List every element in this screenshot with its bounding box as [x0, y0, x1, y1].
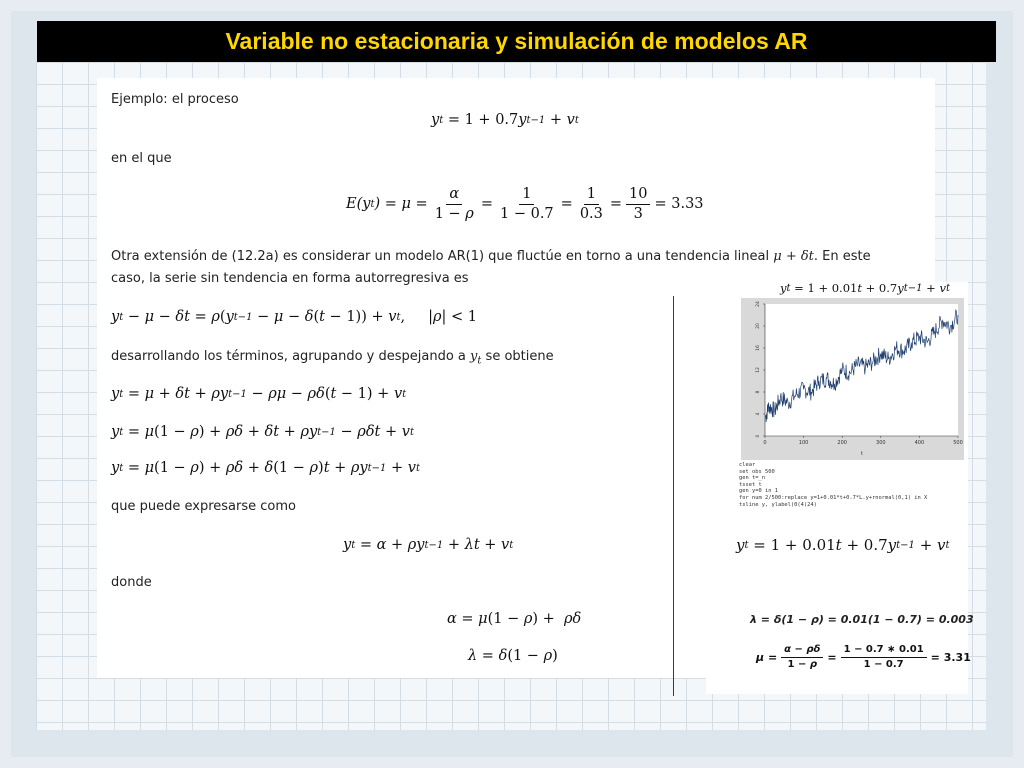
equation-expand-3: y t = μ (1 − ρ ) + ρδ + δ (1 − ρ ) t + ρy t−1 + v t: [111, 460, 420, 476]
equation-ar-process: y t = 1 + 0.7 y t−1 + v t: [431, 112, 579, 128]
desarrollando-part1: desarrollando los términos, agrupando y despejando a: [111, 349, 471, 364]
code-line: set obs 500: [739, 468, 775, 475]
intro-text: Ejemplo: el proceso: [111, 92, 239, 107]
divider-line: [673, 296, 674, 696]
code-line: clear: [739, 462, 756, 468]
stata-code: [739, 462, 927, 508]
time-series-chart: [741, 298, 964, 460]
x-tick-label: 200: [837, 440, 847, 446]
extension-text-part1: Otra extensión de (12.2a) es considerar un modelo AR(1) que fluctúe en torno a una tendencia lineal: [111, 249, 774, 264]
equation-reparam: y t = α + ρy t−1 + λt + v t: [343, 537, 514, 553]
puede-text: que puede expresarse como: [111, 499, 296, 514]
extension-text-part2: . En este: [813, 249, 871, 264]
x-tick-label: 400: [914, 440, 925, 446]
y-tick-label: 16: [756, 345, 761, 351]
equation-expected-value: E(y t ) = μ = $\frac{\alpha}{1 - \rho}$ = $\frac{1}{1 - 0.7}$ = $\frac{1}{0.3}$ = $\frac{10}{3}$ = 3.33: [346, 186, 704, 222]
code-line: tsline y, ylabel(0(4)24): [739, 501, 817, 508]
x-tick-label: 0: [763, 440, 767, 446]
slide-title: Variable no estacionaria y simulación de modelos AR: [225, 28, 808, 54]
y-tick-label: 24: [756, 301, 761, 307]
chart-frame: [741, 298, 964, 460]
x-tick-label: 300: [876, 440, 886, 446]
side-equation: y t = 1 + 0.01 t + 0.7 y t−1 + v t: [736, 536, 950, 554]
extension-text: [111, 249, 871, 264]
en-el-que-text: en el que: [111, 151, 172, 166]
equation-expand-2: y t = μ (1 − ρ ) + ρδ + δt + ρy t−1 − ρδt + v t: [111, 424, 414, 440]
y-tick-label: 4: [756, 412, 761, 416]
x-tick-label: 100: [798, 440, 809, 446]
plot-area: [765, 304, 958, 436]
x-tick-label: 500: [953, 440, 963, 446]
serie-text: caso, la serie sin tendencia en forma autorregresiva es: [111, 271, 469, 286]
desarrollando-part2: se obtiene: [481, 349, 554, 364]
equation-expand-1: y t = μ + δt + ρy t−1 − ρμ − ρδ ( t − 1) + v t: [111, 386, 407, 402]
x-axis-label: t: [861, 451, 863, 457]
equation-lambda: λ = δ (1 − ρ ): [468, 648, 558, 664]
desarrollando-text: [111, 349, 554, 367]
y-tick-label: 12: [756, 367, 761, 373]
equation-alpha: α = μ (1 − ρ ) + ρδ: [447, 611, 582, 627]
chart-equation: y t = 1 + 0.01 t + 0.7 y t−1 + v t: [780, 281, 950, 295]
title-bar: [37, 21, 996, 62]
y-tick-group: [755, 301, 765, 437]
trend-expression: μ + δt: [773, 249, 814, 264]
yt-inline: $y_t$: [470, 349, 482, 367]
lambda-result: λ = δ(1 − ρ) = 0.01(1 − 0.7) = 0.003: [750, 613, 974, 626]
y-tick-label: 0: [756, 434, 761, 438]
code-line: gen y=0 in 1: [739, 488, 778, 495]
equation-detrended: y t − μ − δt = ρ ( y t−1 − μ − δ ( t − 1)) + v t , | ρ | < 1: [111, 309, 478, 325]
mu-result-equation: μ = $\frac{\alpha - \rho\delta}{1 - \rho}$ = $\frac{1 - 0.7 ∗ 0.01}{1 - 0.7}$ = 3.31: [756, 644, 971, 670]
code-line: for num 2/500:replace y=1+0.01*t+0.7*L.y+rnormal(0,1) in X: [739, 494, 928, 501]
x-tick-group: [763, 436, 962, 446]
code-line: gen t=_n: [739, 475, 765, 482]
y-tick-label: 20: [756, 323, 761, 329]
donde-text: donde: [111, 575, 152, 590]
mu-result-value: = 3.31: [930, 650, 971, 664]
code-line: tsset t: [739, 481, 762, 488]
y-tick-label: 8: [756, 390, 761, 394]
